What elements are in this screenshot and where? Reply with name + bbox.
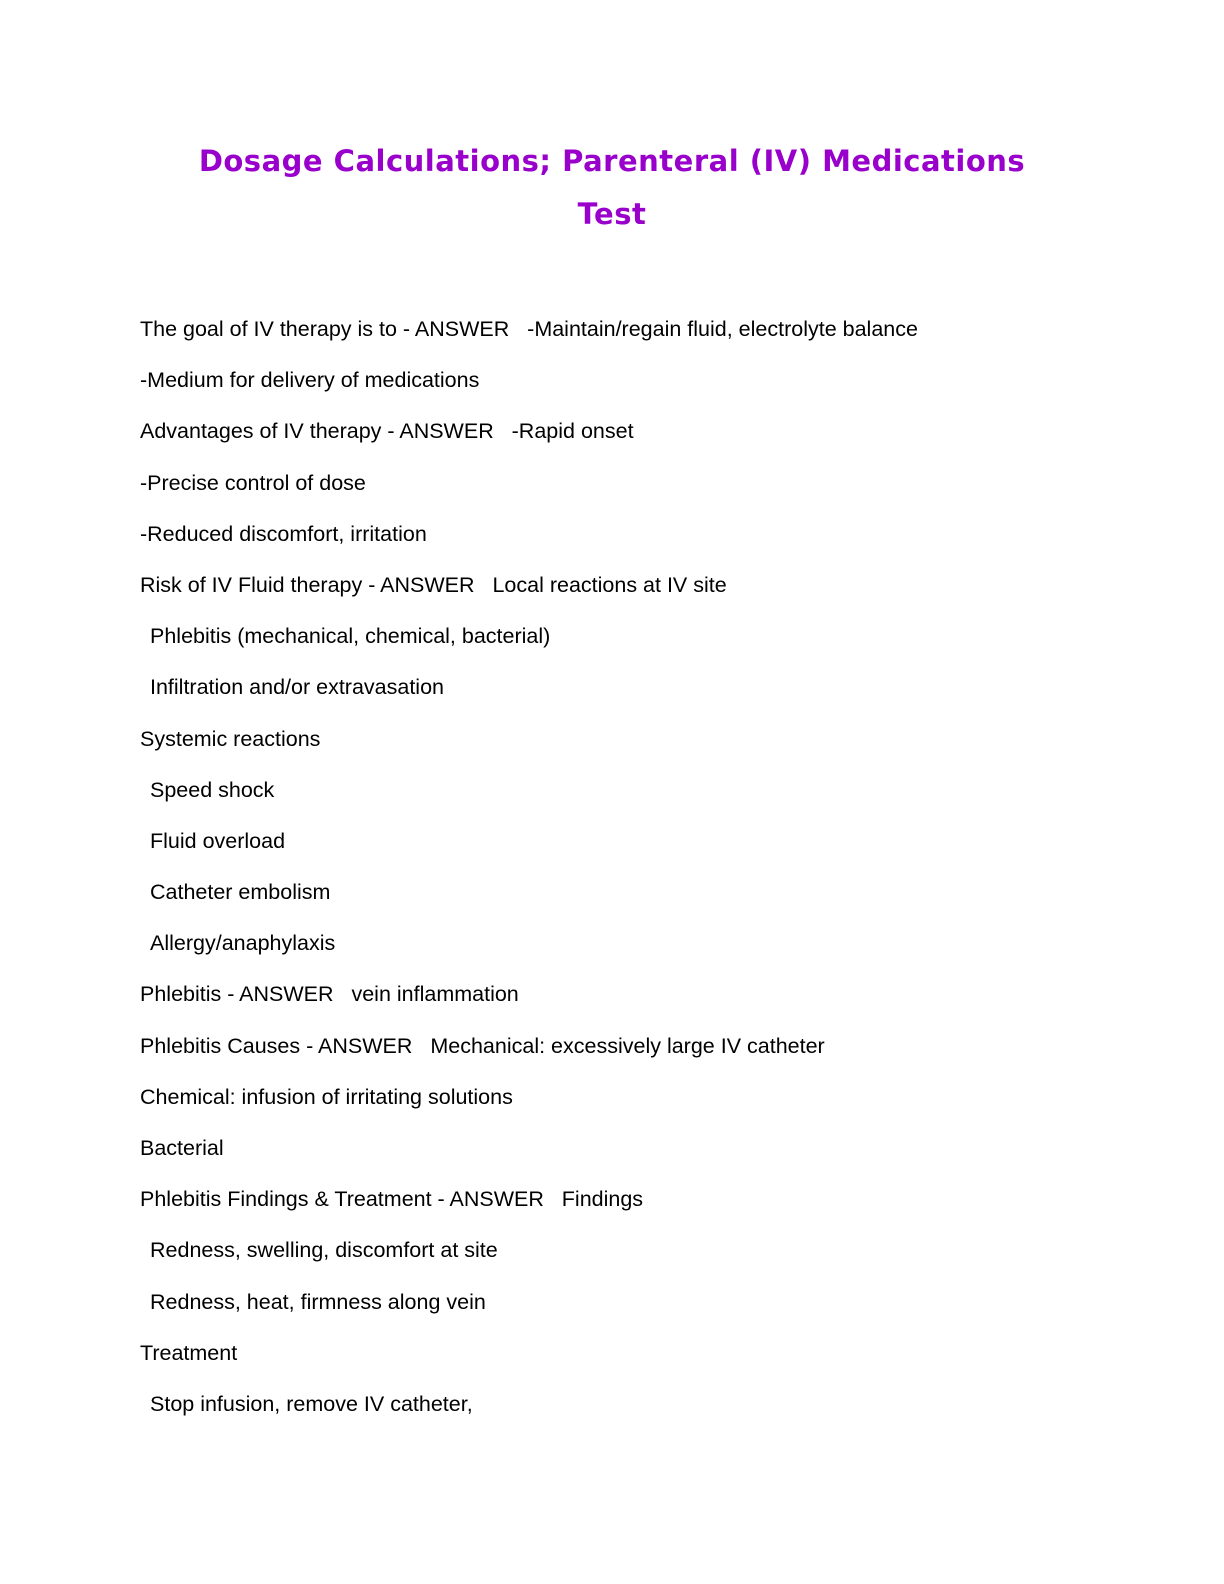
body-line: Stop infusion, remove IV catheter, [150,1391,473,1416]
body-line: -Reduced discomfort, irritation [140,521,427,546]
document-body [140,312,1100,1438]
body-line: Phlebitis - ANSWER vein inflammation [140,982,519,1007]
body-line: Speed shock [150,777,275,802]
body-line: Redness, swelling, discomfort at site [150,1238,498,1263]
body-line: Phlebitis Findings & Treatment - ANSWER Findings [140,1187,644,1212]
body-line: Infiltration and/or extravasation [150,675,444,700]
body-line: Chemical: infusion of irritating solutions [140,1084,513,1109]
body-line: Advantages of IV therapy - ANSWER -Rapid onset [140,419,634,444]
body-line: Phlebitis (mechanical, chemical, bacterial) [150,624,551,649]
body-line: The goal of IV therapy is to - ANSWER -Maintain/regain fluid, electrolyte balance [140,317,918,341]
body-line: Fluid overload [150,828,286,853]
body-line: Treatment [140,1340,238,1365]
body-line: -Medium for delivery of medications [140,368,480,393]
body-line: Redness, heat, firmness along vein [150,1289,486,1314]
body-line: Risk of IV Fluid therapy - ANSWER Local reactions at IV site [140,572,727,597]
document-title-line-2: Test [577,197,647,231]
document-title-line-1: Dosage Calculations; Parenteral (IV) Medications [198,144,1026,178]
body-line: Allergy/anaphylaxis [150,931,336,956]
body-line: Catheter embolism [150,880,331,905]
body-line: Bacterial [140,1136,224,1160]
body-line: Phlebitis Causes - ANSWER Mechanical: excessively large IV catheter [140,1033,825,1058]
body-line: -Precise control of dose [140,470,366,495]
body-line: Systemic reactions [140,726,321,751]
